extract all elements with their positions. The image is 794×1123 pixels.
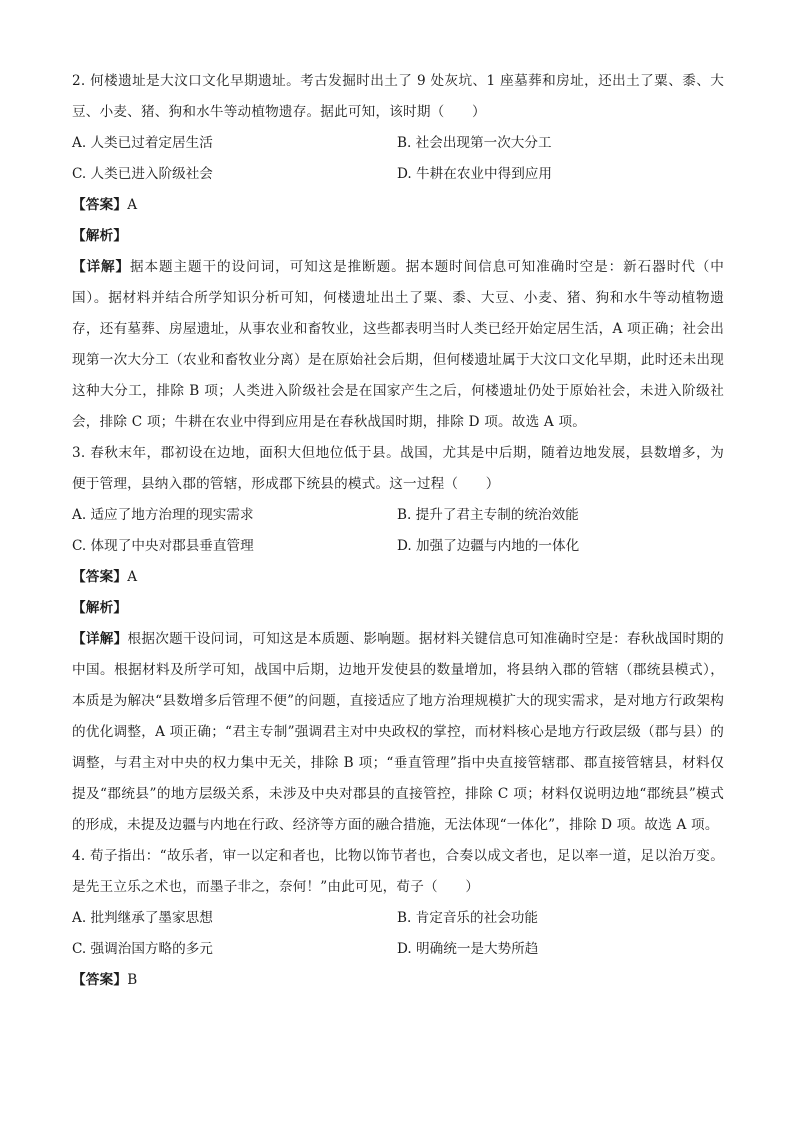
options-list: [72, 128, 724, 190]
detail-text: 据本题主题干的设问词，可知这是推断题。据本题时间信息可知准确时空是：新石器时代（中国）。据材料并结合所学知识分析可知，何楼遗址出土了粟、黍、大豆、小麦、猪、狗和水牛等动植物遗存，还有墓葬、房屋遗址，从事农业和畜牧业，这些都表明当时人类已经开始定居生活，A 项正确；社会出现第一次大分工（农业和畜牧业分离）是在原始社会后期，但何楼遗址属于大汶口文化早期，此时还未出现这种大分工，排除 B 项；人类进入阶级社会是在国家产生之后，何楼遗址仍处于原始社会，未进入阶级社会，排除 C 项；牛耕在农业中得到应用是在春秋战国时期，排除 D 项。故选 A 项。: [72, 259, 724, 430]
detail-text: 根据次题干设问词，可知这是本质题、影响题。据材料关键信息可知准确时空是：春秋战国时期的中国。根据材料及所学可知，战国中后期，边地开发使县的数量增加，将县纳入郡的管辖（郡统县模式），本质是为解决“县数增多后管理不便”的问题，直接适应了地方治理规模扩大的现实需求，是对地方行政架构的优化调整，A 项正确；“君主专制”强调君主对中央政权的掌控，而材料核心是地方行政层级（郡与县）的调整，与君主对中央的权力集中无关，排除 B 项；“垂直管理”指中央直接管辖郡、郡直接管辖县，材料仅提及“郡统县”的地方层级关系，未涉及中央对郡县的直接管控，排除 C 项；材料仅说明边地“郡统县”模式的形成，未提及边疆与内地在行政、经济等方面的融合措施，无法体现“一体化”，排除 D 项。故选 A 项。: [72, 631, 724, 833]
question-4: [72, 841, 724, 996]
option-b: B. 社会出现第一次大分工: [397, 135, 552, 151]
option-c: C. 强调治国方略的多元: [72, 941, 213, 957]
option-d: D. 加强了边疆与内地的一体化: [397, 538, 580, 554]
answer-line: [72, 562, 724, 593]
question-3: [72, 438, 724, 841]
detail-tag: 【详解】: [72, 259, 131, 275]
options-list: [72, 903, 724, 965]
detail-tag: 【详解】: [72, 631, 128, 647]
answer-value: B: [127, 972, 138, 988]
option-d: D. 牛耕在农业中得到应用: [397, 166, 552, 182]
question-stem: 3. 春秋末年，郡初设在边地，面积大但地位低于县。战国，尤其是中后期，随着边地发展，县数增多，为便于管理，县纳入郡的管辖，形成郡下统县的模式。这一过程（ ）: [72, 445, 724, 492]
option-d: D. 明确统一是大势所趋: [397, 941, 539, 957]
options-list: [72, 500, 724, 562]
question-2: [72, 66, 724, 438]
analysis-line: [72, 221, 724, 252]
answer-tag: 【答案】: [72, 569, 128, 585]
document-content: [72, 66, 724, 996]
option-a: A. 人类已过着定居生活: [72, 135, 213, 151]
answer-value: A: [127, 197, 138, 213]
detail-paragraph: [72, 624, 724, 841]
question-stem: 4. 荀子指出：“故乐者，审一以定和者也，比物以饰节者也，合奏以成文者也，足以率一道，足以治万变。是先王立乐之术也，而墨子非之，奈何！”由此可见，荀子（ ）: [72, 848, 724, 895]
answer-tag: 【答案】: [72, 197, 128, 213]
question-stem: 2. 何楼遗址是大汶口文化早期遗址。考古发掘时出土了 9 处灰坑、1 座墓葬和房址，还出土了粟、黍、大豆、小麦、猪、狗和水牛等动植物遗存。据此可知，该时期（ ）: [72, 73, 724, 120]
analysis-tag: 【解析】: [72, 228, 128, 244]
option-a: A. 批判继承了墨家思想: [72, 910, 213, 926]
option-a: A. 适应了地方治理的现实需求: [72, 507, 254, 523]
answer-line: [72, 190, 724, 221]
option-b: B. 提升了君主专制的统治效能: [397, 507, 579, 523]
option-c: C. 体现了中央对郡县垂直管理: [72, 538, 254, 554]
option-c: C. 人类已进入阶级社会: [72, 166, 213, 182]
option-b: B. 肯定音乐的社会功能: [397, 910, 538, 926]
answer-line: [72, 965, 724, 996]
answer-tag: 【答案】: [72, 972, 128, 988]
analysis-line: [72, 593, 724, 624]
answer-value: A: [127, 569, 138, 585]
analysis-tag: 【解析】: [72, 600, 128, 616]
detail-paragraph: [72, 252, 724, 438]
